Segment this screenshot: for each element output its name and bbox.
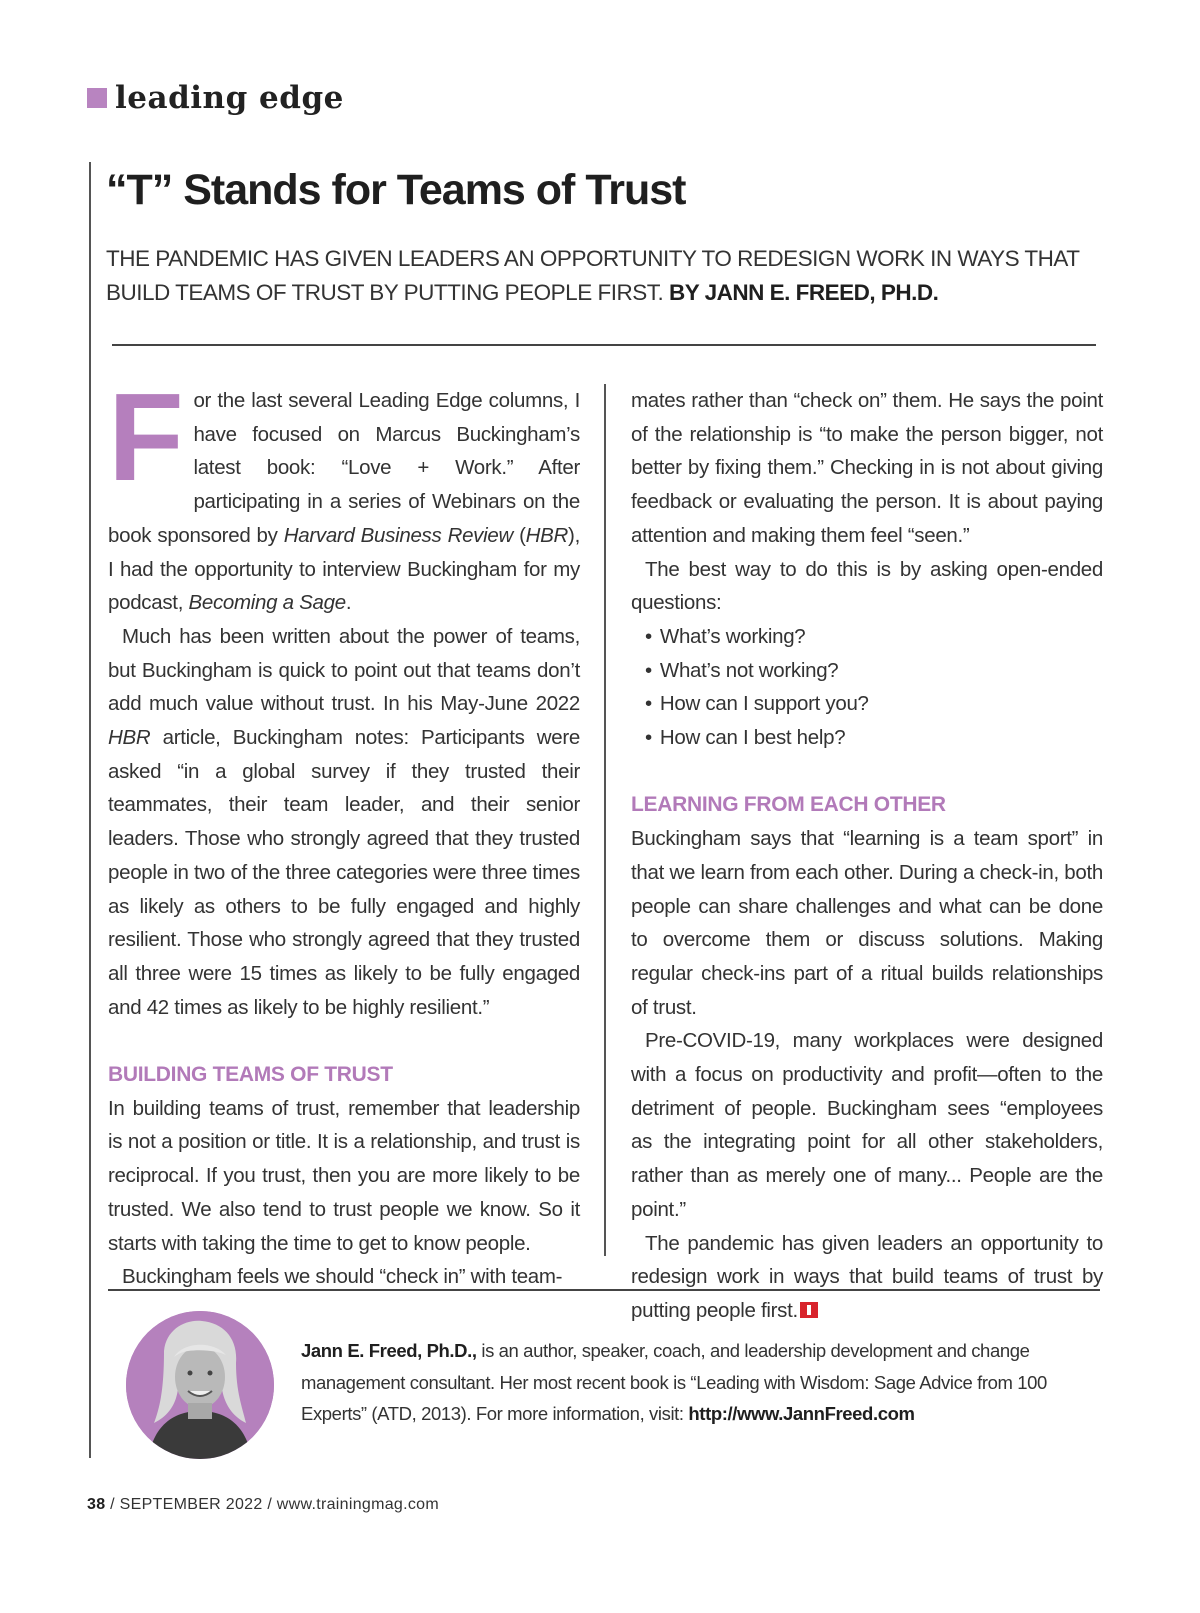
list-item	[631, 620, 1103, 654]
column-right	[631, 384, 1103, 1328]
text-run: .	[345, 591, 352, 615]
section-label: leading edge	[115, 80, 344, 116]
section-tag	[87, 80, 344, 116]
paragraph-7: Buckingham says that “learning is a team sport” in that we learn from each other. During a check-in, both people can share challenges and what can be done to overcome them or discuss solutions. Making regular check-ins part of a ritual builds relationships of trust.	[631, 827, 1103, 1019]
byline: BY JANN E. FREED, PH.D.	[668, 280, 939, 305]
paragraph-5: mates rather than “check on” them. He says the point of the relationship is “to make the person bigger, not better by fixing them.” Checking in is not about giving feedback or evaluating the person. It is about paying attention and making them feel “seen.”	[631, 389, 1103, 547]
text-run: ), I had the opportunity to interview Buckingham for my podcast,	[108, 523, 580, 615]
paragraph-8: Pre-COVID-19, many workplaces were designed with a focus on productivity and profit—often to the detriment of people. Buckingham sees “employees as the integrating point for all other stakeholders, rather than as merely one of many... People are the point.”	[631, 1029, 1103, 1221]
author-avatar	[126, 1311, 274, 1459]
list-item-text: What’s not working?	[659, 658, 839, 682]
bio-name: Jann E. Freed, Ph.D.,	[301, 1340, 477, 1361]
list-item-text: How can I support you?	[659, 692, 869, 716]
list-item-text: What’s working?	[659, 624, 806, 648]
list-item	[631, 721, 1103, 755]
deck	[106, 242, 1126, 310]
paragraph-4: Buckingham feels we should “check in” with team-	[122, 1265, 563, 1289]
subhead-learning: LEARNING FROM EACH OTHER	[631, 793, 946, 817]
bullet-icon: •	[645, 692, 652, 716]
text-run: The pandemic has given leaders an opportunity to redesign work in ways that build teams of trust by putting people first.	[631, 1231, 1103, 1322]
portrait-icon	[126, 1311, 274, 1459]
headline: “T” Stands for Teams of Trust	[106, 166, 686, 214]
end-mark-icon	[800, 1302, 818, 1318]
text-run: (	[513, 523, 526, 547]
author-bio	[301, 1335, 1101, 1430]
paragraph-6: The best way to do this is by asking open-ended questions:	[631, 557, 1103, 615]
list-item	[631, 654, 1103, 688]
left-margin-rule	[89, 162, 91, 1458]
italic-run: HBR	[525, 523, 569, 547]
page-number: 38	[87, 1496, 106, 1513]
list-item-text: How can I best help?	[659, 726, 846, 750]
paragraph-9	[631, 1227, 1103, 1328]
list-item	[631, 687, 1103, 721]
bullet-icon: •	[645, 726, 652, 750]
question-list	[631, 620, 1103, 755]
paragraph-3: In building teams of trust, remember that leadership is not a position or title. It is a relationship, and trust is reciprocal. If you trust, then you are more likely to be trusted. We also tend to trust people we know. So it starts with taking the time to get to know people.	[108, 1096, 580, 1255]
text-run: or the last several Leading Edge columns, I have focused on Marcus Buckingham’s latest book: “Love + Work.” After participating in a series of Webinars on the book sponsored by	[108, 389, 580, 547]
page-footer	[87, 1496, 439, 1514]
column-left	[108, 369, 580, 1294]
column-divider	[604, 384, 606, 1256]
section-square-icon	[87, 88, 107, 108]
italic-run: Becoming a Sage	[188, 591, 346, 615]
text-run: article, Buckingham notes: Participants were asked “in a global survey if they trusted their teammates, their team leader, and their senior leaders. Those who strongly agreed that they trusted people in two of the three categories were three times as likely as others to be fully engaged and highly resilient. Those who strongly agreed that they trusted all three were 15 times as likely to be fully engaged and 42 times as likely to be highly resilient.”	[108, 726, 580, 1019]
italic-run: HBR	[108, 726, 151, 750]
bio-text: is an author, speaker, coach, and leadership development and change management consultant. Her most recent book is “Leading with Wisdom: Sage Advice from 100 Experts” (ATD, 2013). For more information, visit:	[301, 1340, 1047, 1424]
italic-run: Harvard Business Review	[283, 523, 513, 547]
bullet-icon: •	[645, 624, 652, 648]
paragraph-2	[108, 620, 580, 1024]
bio-divider	[108, 1289, 1100, 1291]
text-run: Much has been written about the power of teams, but Buckingham is quick to point out that teams don’t add much value without trust. In his May-June 2022	[108, 624, 580, 716]
bio-link[interactable]: http://www.JannFreed.com	[688, 1403, 915, 1424]
deck-text: THE PANDEMIC HAS GIVEN LEADERS AN OPPORTUNITY TO REDESIGN WORK IN WAYS THAT BUILD TEAMS OF TRUST BY PUTTING PEOPLE FIRST.	[106, 246, 1080, 305]
drop-cap: F	[108, 369, 184, 507]
bullet-icon: •	[645, 658, 652, 682]
paragraph-1	[108, 369, 580, 620]
header-divider	[112, 344, 1096, 346]
footer-text: / SEPTEMBER 2022 / www.trainingmag.com	[105, 1496, 440, 1513]
subhead-building-teams: BUILDING TEAMS OF TRUST	[108, 1063, 393, 1087]
